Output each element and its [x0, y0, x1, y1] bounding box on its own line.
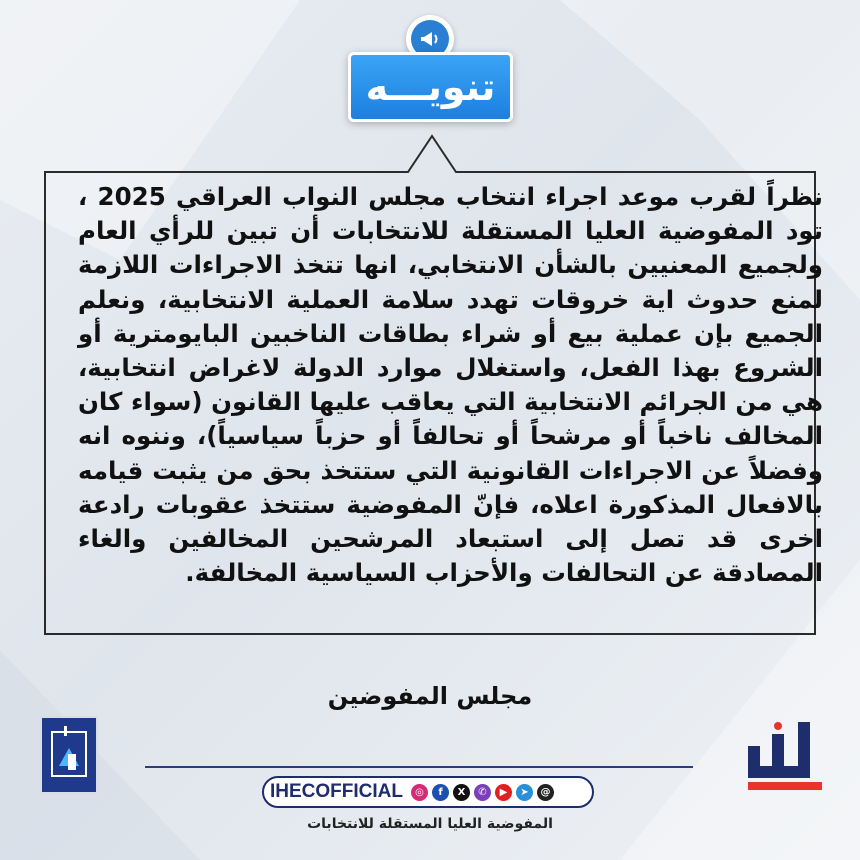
youtube-icon[interactable]: ▶ — [495, 784, 512, 801]
telegram-icon[interactable]: ➤ — [516, 784, 533, 801]
x-icon[interactable]: X — [453, 784, 470, 801]
yalla-logo — [742, 716, 828, 796]
viber-icon[interactable]: ✆ — [474, 784, 491, 801]
social-bar — [262, 776, 594, 808]
divider — [145, 766, 693, 768]
threads-icon[interactable]: @ — [537, 784, 554, 801]
instagram-icon[interactable]: ◎ — [411, 784, 428, 801]
announcement-body: نظراً لقرب موعد اجراء انتخاب مجلس النواب العراقي 2025 ، تود المفوضية العليا المستقلة للانتخابات أن تبين للرأي العام ولجميع المعنيين بالشأن الانتخابي، انها تتخذ الاجراءات اللازمة لمنع حدوث اية خروقات تهدد سلامة العملية الانتخابية، ونعلم الجميع بإن عملية بيع أو شراء بطاقات الناخبين البايومترية أو الشروع بهذا الفعل، واستغلال موارد الدولة لاغراض انتخابية، هي من الجرائم الانتخابية التي يعاقب عليها القانون (سواء كان المخالف ناخباً أو مرشحاً أو تحالفاً أو حزباً سياسياً)، وننوه انه وفضلاً عن الاجراءات القانونية التي ستتخذ بحق من يثبت قيامه بالافعال المذكورة اعلاه، فإنّ المفوضية ستتخذ عقوبات رادعة اخرى قد تصل إلى استبعاد المرشحين المخالفين والغاء المصادقة عن التحالفات والأحزاب السياسية المخالفة. — [78, 182, 823, 588]
social-handle[interactable]: IHECOFFICIAL — [270, 781, 403, 802]
facebook-icon[interactable]: f — [432, 784, 449, 801]
signature: مجلس المفوضين — [327, 682, 533, 710]
org-name: المفوضية العليا المستقلة للانتخابات — [307, 816, 553, 832]
ihec-logo — [40, 716, 98, 794]
announcement-title: تنويـــه — [348, 52, 513, 122]
